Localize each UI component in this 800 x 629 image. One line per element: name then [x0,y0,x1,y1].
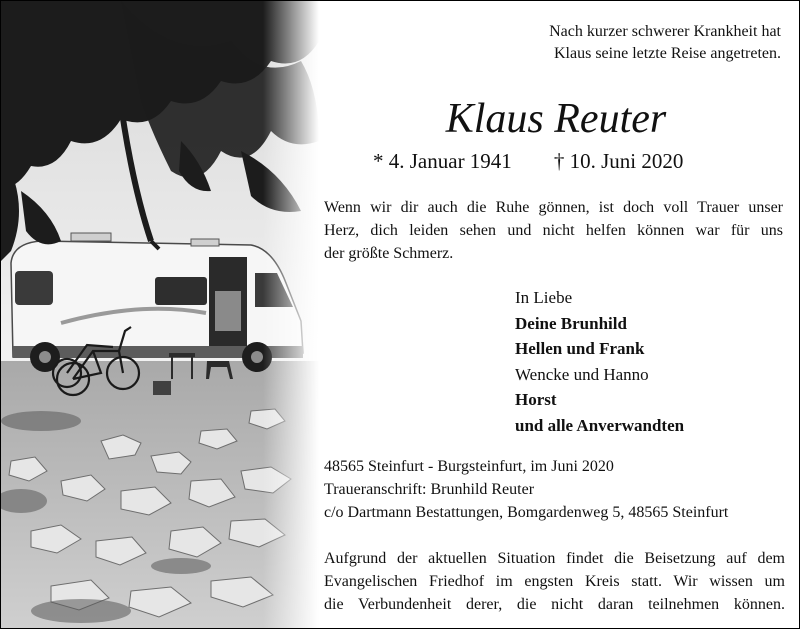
mourner-line: In Liebe [515,288,573,307]
address-block [324,455,794,524]
address-line: 48565 Steinfurt - Burgsteinfurt, im Juni 2020 [324,458,614,475]
intro-text [471,21,781,65]
funeral-line: Aufgrund der aktuellen Situation findet die Beisetzung auf dem [324,550,785,567]
verse-line: Herz, dich leiden sehen und nicht helfen können war für uns [324,222,783,239]
intro-line: Klaus seine letzte Reise angetreten. [553,45,781,62]
memorial-verse [324,196,783,265]
address-line: Traueranschrift: Brunhild Reuter [324,481,535,498]
intro-line: Nach kurzer schwerer Krankheit hat [549,23,781,40]
funeral-line: Evangelischen Friedhof im engsten Kreis statt. Wir wissen um [324,573,785,590]
mourner-line: Horst [515,390,557,409]
mourner-line: und alle Anverwandten [515,415,685,435]
verse-line: Wenn wir dir auch die Ruhe gönnen, ist doch voll Trauer unser [324,199,783,216]
mourner-line: Wencke und Hanno [515,364,649,384]
mourner-line: Hellen und Frank [515,339,645,358]
death-date: † 10. Juni 2020 [553,149,684,173]
mourners-list [515,285,785,438]
mourner-line: Deine Brunhild [515,313,627,333]
verse-line: der größte Schmerz. [324,245,454,262]
funeral-info [324,547,785,616]
funeral-line: die Verbundenheit derer, die nicht daran teilnehmen können. [324,596,785,613]
birth-date: * 4. Januar 1941 [373,149,512,173]
life-dates [373,147,683,175]
camper-van [11,233,303,372]
address-line: c/o Dartmann Bestattungen, Bomgardenweg 5, 48565 Steinfurt [324,504,729,521]
memorial-photo [1,1,319,628]
deceased-name: Klaus Reuter [445,96,667,142]
